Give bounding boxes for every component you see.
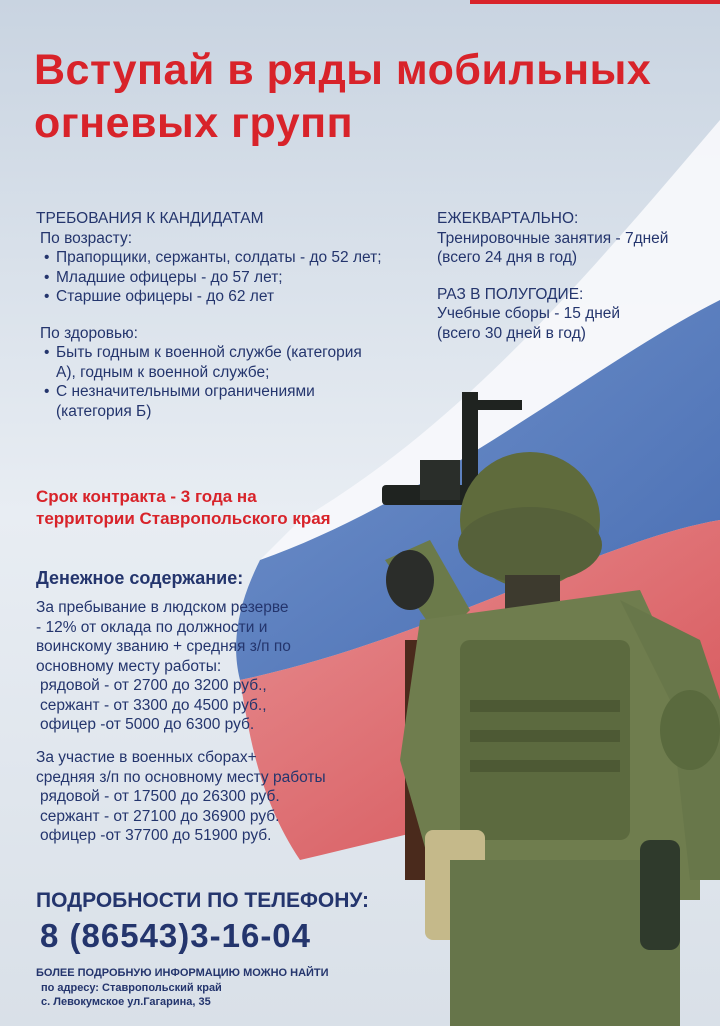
pay-reserve-text-4: основному месту работы: — [36, 657, 222, 675]
list-item: • Младшие офицеры - до 57 лет; — [40, 268, 416, 288]
pay-heading: Денежное содержание: — [36, 568, 244, 588]
quarterly-line-2: (всего 24 дня в год) — [437, 249, 578, 266]
age-list — [36, 248, 416, 307]
pay-rate-line: рядовой - от 17500 до 26300 руб. — [40, 788, 280, 805]
contract-block — [36, 486, 331, 530]
address-line-2: с. Левокумское ул.Гагарина, 35 — [41, 996, 211, 1008]
pay-reserve-text-3: воинскому званию + средняя з/п по — [36, 638, 291, 655]
contract-line-2: территории Ставропольского края — [36, 509, 331, 528]
pay-camp-text-1: За участие в военных сборах+ — [36, 749, 257, 766]
title-line-1: Вступай в ряды мобильных — [34, 46, 652, 94]
top-accent-bar — [470, 0, 720, 4]
contact-heading: ПОДРОБНОСТИ ПО ТЕЛЕФОНУ: — [36, 889, 369, 912]
list-item: • Старшие офицеры - до 62 лет — [40, 287, 416, 307]
address-line-1: по адресу: Ставропольский край — [41, 982, 222, 994]
requirements-heading: ТРЕБОВАНИЯ К КАНДИДАТАМ — [36, 210, 264, 227]
pay-rate-line: сержант - от 27100 до 36900 руб. — [40, 807, 280, 825]
pay-camp-block — [36, 748, 376, 846]
contract-line-1: Срок контракта - 3 года на — [36, 487, 257, 506]
age-heading: По возрасту: — [40, 229, 133, 247]
pay-reserve-block — [36, 598, 376, 735]
halfyear-line-1: Учебные сборы - 15 дней — [437, 305, 621, 322]
pay-rate-line: офицер -от 37700 до 51900 руб. — [40, 827, 272, 844]
more-info-text: БОЛЕЕ ПОДРОБНУЮ ИНФОРМАЦИЮ МОЖНО НАЙТИ — [36, 967, 329, 979]
phone-number[interactable]: 8 (86543)3-16-04 — [40, 917, 312, 954]
halfyear-heading: РАЗ В ПОЛУГОДИЕ: — [437, 285, 584, 303]
requirements-block — [36, 209, 416, 421]
quarterly-heading: ЕЖЕКВАРТАЛЬНО: — [437, 210, 579, 227]
list-item: • С незначительными ограничениями (категория Б) — [40, 382, 380, 421]
list-item: • Прапорщики, сержанты, солдаты - до 52 лет; — [40, 248, 416, 268]
pay-reserve-text-1: За пребывание в людском резерве — [36, 599, 289, 616]
title-line-2: огневых групп — [34, 99, 354, 147]
halfyear-line-2: (всего 30 дней в год) — [437, 324, 586, 342]
pay-rate-line: сержант - от 3300 до 4500 руб., — [40, 696, 267, 714]
pay-rate-line: рядовой - от 2700 до 3200 руб., — [40, 677, 267, 694]
list-item: • Быть годным к военной службе (категория А), годным к военной службе; — [40, 343, 380, 382]
pay-camp-text-2: средняя з/п по основному месту работы — [36, 768, 326, 786]
pay-rate-line: офицер -от 5000 до 6300 руб. — [40, 716, 255, 733]
health-list — [36, 343, 380, 421]
pay-reserve-text-2: - 12% от оклада по должности и — [36, 618, 268, 636]
page-title — [34, 44, 714, 150]
schedule-block — [437, 209, 717, 343]
quarterly-line-1: Тренировочные занятия - 7дней — [437, 229, 669, 247]
health-heading: По здоровью: — [40, 324, 138, 342]
